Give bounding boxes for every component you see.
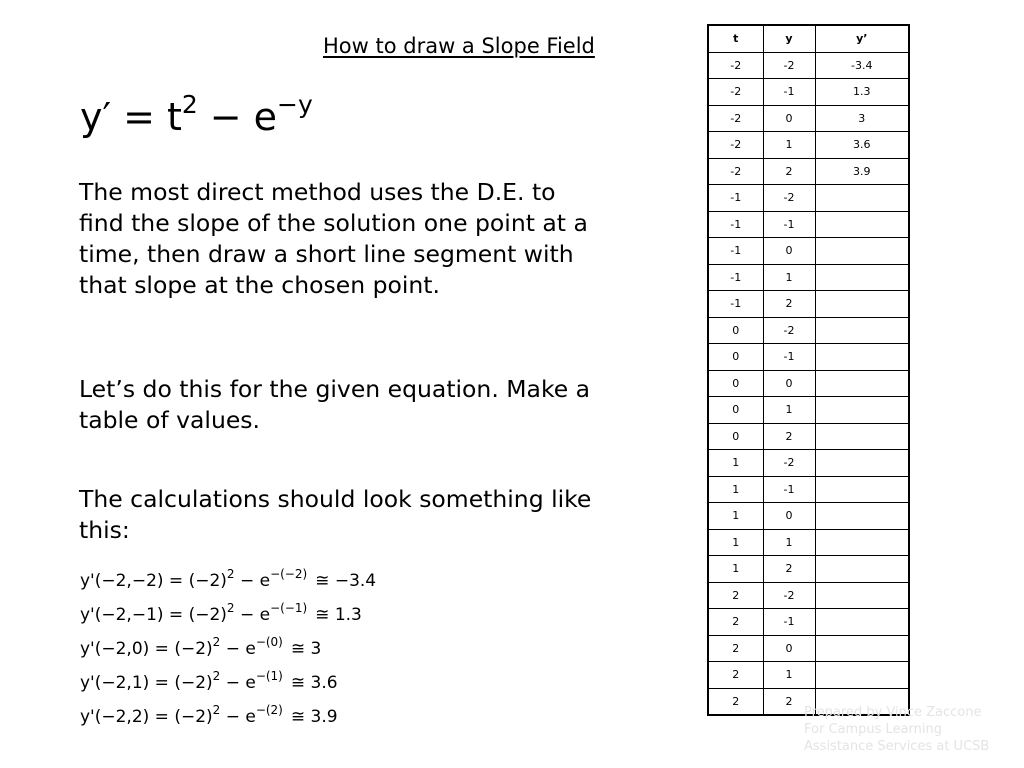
cell-t: 2 — [708, 688, 763, 715]
cell-y-prime — [815, 344, 909, 371]
cell-y-prime — [815, 238, 909, 265]
cell-y: 0 — [763, 503, 815, 530]
equation-e: e — [253, 95, 278, 139]
table-row — [708, 397, 909, 424]
table-header-row — [708, 25, 909, 52]
values-table — [707, 24, 910, 716]
cell-t: 1 — [708, 476, 763, 503]
table-body — [708, 52, 909, 715]
calc-e-exponent: −(−2) — [270, 567, 308, 581]
table-row — [708, 317, 909, 344]
calc-mid: − e — [220, 639, 256, 659]
cell-y-prime — [815, 582, 909, 609]
calc-approx: ≅ 3.9 — [290, 707, 338, 727]
calc-square-exponent: 2 — [226, 601, 235, 615]
calc-lhs: y'(−2,1) = (−2) — [80, 673, 213, 693]
calculations-list — [80, 564, 376, 734]
cell-y-prime — [815, 609, 909, 636]
table-row — [708, 370, 909, 397]
slide-title: How to draw a Slope Field — [323, 34, 595, 58]
table-row — [708, 132, 909, 159]
credit-line: Assistance Services at UCSB — [804, 739, 990, 754]
credit-line: Prepared by Vince Zaccone — [804, 705, 982, 720]
calc-e-exponent: −(0) — [255, 635, 283, 649]
cell-y: 2 — [763, 688, 815, 715]
table-row — [708, 238, 909, 265]
cell-y-prime — [815, 211, 909, 238]
table-row — [708, 609, 909, 636]
calc-lhs: y'(−2,2) = (−2) — [80, 707, 213, 727]
cell-y-prime — [815, 370, 909, 397]
cell-y-prime — [815, 317, 909, 344]
table-instruction-paragraph: Let’s do this for the given equation. Make a table of values. — [79, 375, 591, 434]
cell-y: 2 — [763, 291, 815, 318]
cell-t: -1 — [708, 185, 763, 212]
table-row — [708, 423, 909, 450]
cell-y-prime: 3.6 — [815, 132, 909, 159]
cell-t: 2 — [708, 609, 763, 636]
cell-t: 0 — [708, 397, 763, 424]
cell-t: 2 — [708, 582, 763, 609]
table-row — [708, 344, 909, 371]
cell-t: 0 — [708, 317, 763, 344]
cell-y-prime: -3.4 — [815, 52, 909, 79]
cell-t: 0 — [708, 344, 763, 371]
cell-t: -1 — [708, 264, 763, 291]
cell-t: 0 — [708, 370, 763, 397]
table-row — [708, 635, 909, 662]
calculation-row — [80, 700, 376, 734]
table-row — [708, 264, 909, 291]
calc-mid: − e — [234, 571, 271, 591]
table-row — [708, 503, 909, 530]
calc-mid: − e — [234, 605, 271, 625]
cell-y: 0 — [763, 238, 815, 265]
cell-t: -1 — [708, 238, 763, 265]
table-row — [708, 556, 909, 583]
cell-y: -2 — [763, 582, 815, 609]
calc-lhs: y'(−2,0) = (−2) — [80, 639, 213, 659]
calc-approx: ≅ 3.6 — [290, 673, 338, 693]
calculation-row — [80, 666, 376, 700]
cell-t: 1 — [708, 556, 763, 583]
cell-y: 2 — [763, 423, 815, 450]
cell-t: 0 — [708, 423, 763, 450]
cell-y-prime — [815, 291, 909, 318]
cell-t: -2 — [708, 79, 763, 106]
cell-y-prime — [815, 662, 909, 689]
table-row — [708, 662, 909, 689]
calc-mid: − e — [220, 673, 256, 693]
table-row — [708, 211, 909, 238]
cell-y: -2 — [763, 185, 815, 212]
table-row — [708, 582, 909, 609]
cell-y: 0 — [763, 635, 815, 662]
cell-y-prime: 3.9 — [815, 158, 909, 185]
table-row — [708, 52, 909, 79]
calc-mid: − e — [220, 707, 256, 727]
cell-y-prime — [815, 397, 909, 424]
cell-y-prime — [815, 423, 909, 450]
calc-lhs: y'(−2,−2) = (−2) — [80, 571, 227, 591]
calc-e-exponent: −(−1) — [270, 601, 308, 615]
table-row — [708, 529, 909, 556]
cell-y: 1 — [763, 132, 815, 159]
cell-y-prime — [815, 185, 909, 212]
calc-square-exponent: 2 — [226, 567, 235, 581]
header-t: t — [708, 25, 763, 52]
cell-y: 0 — [763, 105, 815, 132]
cell-t: 1 — [708, 450, 763, 477]
cell-t: -2 — [708, 132, 763, 159]
calc-e-exponent: −(1) — [255, 669, 283, 683]
method-paragraph: The most direct method uses the D.E. to find the slope of the solution one point at a time, then draw a short line segment with that slope at the chosen point. — [79, 178, 588, 299]
cell-y: -1 — [763, 344, 815, 371]
cell-t: -2 — [708, 158, 763, 185]
differential-equation — [80, 90, 313, 139]
equation-minus: − — [209, 95, 242, 139]
cell-t: 2 — [708, 662, 763, 689]
table-row — [708, 476, 909, 503]
cell-y: -1 — [763, 211, 815, 238]
calculation-row — [80, 564, 376, 598]
equation-equals: = — [123, 95, 155, 139]
calc-approx: ≅ 1.3 — [315, 605, 362, 625]
calc-lhs: y'(−2,−1) = (−2) — [80, 605, 227, 625]
cell-y: -1 — [763, 609, 815, 636]
table-row — [708, 291, 909, 318]
cell-y-prime — [815, 556, 909, 583]
credit-watermark — [804, 704, 989, 755]
calc-e-exponent: −(2) — [255, 703, 283, 717]
table-row — [708, 105, 909, 132]
cell-t: 1 — [708, 503, 763, 530]
cell-t: -1 — [708, 211, 763, 238]
cell-y-prime: 3 — [815, 105, 909, 132]
cell-y-prime: 1.3 — [815, 79, 909, 106]
equation-e-exponent: −y — [277, 90, 313, 119]
calc-square-exponent: 2 — [212, 703, 221, 717]
header-y: y — [763, 25, 815, 52]
equation-t: t — [166, 95, 182, 139]
calc-square-exponent: 2 — [212, 635, 221, 649]
cell-y: -1 — [763, 79, 815, 106]
cell-y: -1 — [763, 476, 815, 503]
calculations-intro-paragraph: The calculations should look something like this: — [79, 485, 592, 544]
calc-approx: ≅ 3 — [290, 639, 322, 659]
cell-y-prime — [815, 450, 909, 477]
cell-t: -2 — [708, 105, 763, 132]
cell-y: -2 — [763, 52, 815, 79]
table-row — [708, 450, 909, 477]
cell-y: 2 — [763, 158, 815, 185]
cell-y: 1 — [763, 397, 815, 424]
cell-t: -2 — [708, 52, 763, 79]
cell-y: 1 — [763, 529, 815, 556]
equation-lhs: y′ — [80, 95, 112, 139]
cell-y: 2 — [763, 556, 815, 583]
cell-t: -1 — [708, 291, 763, 318]
header-y-prime: y’ — [815, 25, 909, 52]
calc-square-exponent: 2 — [212, 669, 221, 683]
table-row — [708, 79, 909, 106]
table-row — [708, 185, 909, 212]
cell-y-prime — [815, 503, 909, 530]
cell-y: 1 — [763, 264, 815, 291]
calculation-row — [80, 632, 376, 666]
equation-t-exponent: 2 — [181, 90, 198, 119]
cell-t: 2 — [708, 635, 763, 662]
cell-y-prime — [815, 476, 909, 503]
cell-y: -2 — [763, 450, 815, 477]
cell-y-prime — [815, 635, 909, 662]
cell-y-prime — [815, 264, 909, 291]
cell-y: 1 — [763, 662, 815, 689]
cell-y: 0 — [763, 370, 815, 397]
calculation-row — [80, 598, 376, 632]
cell-y: -2 — [763, 317, 815, 344]
cell-y-prime — [815, 529, 909, 556]
credit-line: For Campus Learning — [804, 722, 942, 737]
cell-t: 1 — [708, 529, 763, 556]
table-row — [708, 158, 909, 185]
calc-approx: ≅ −3.4 — [315, 571, 377, 591]
